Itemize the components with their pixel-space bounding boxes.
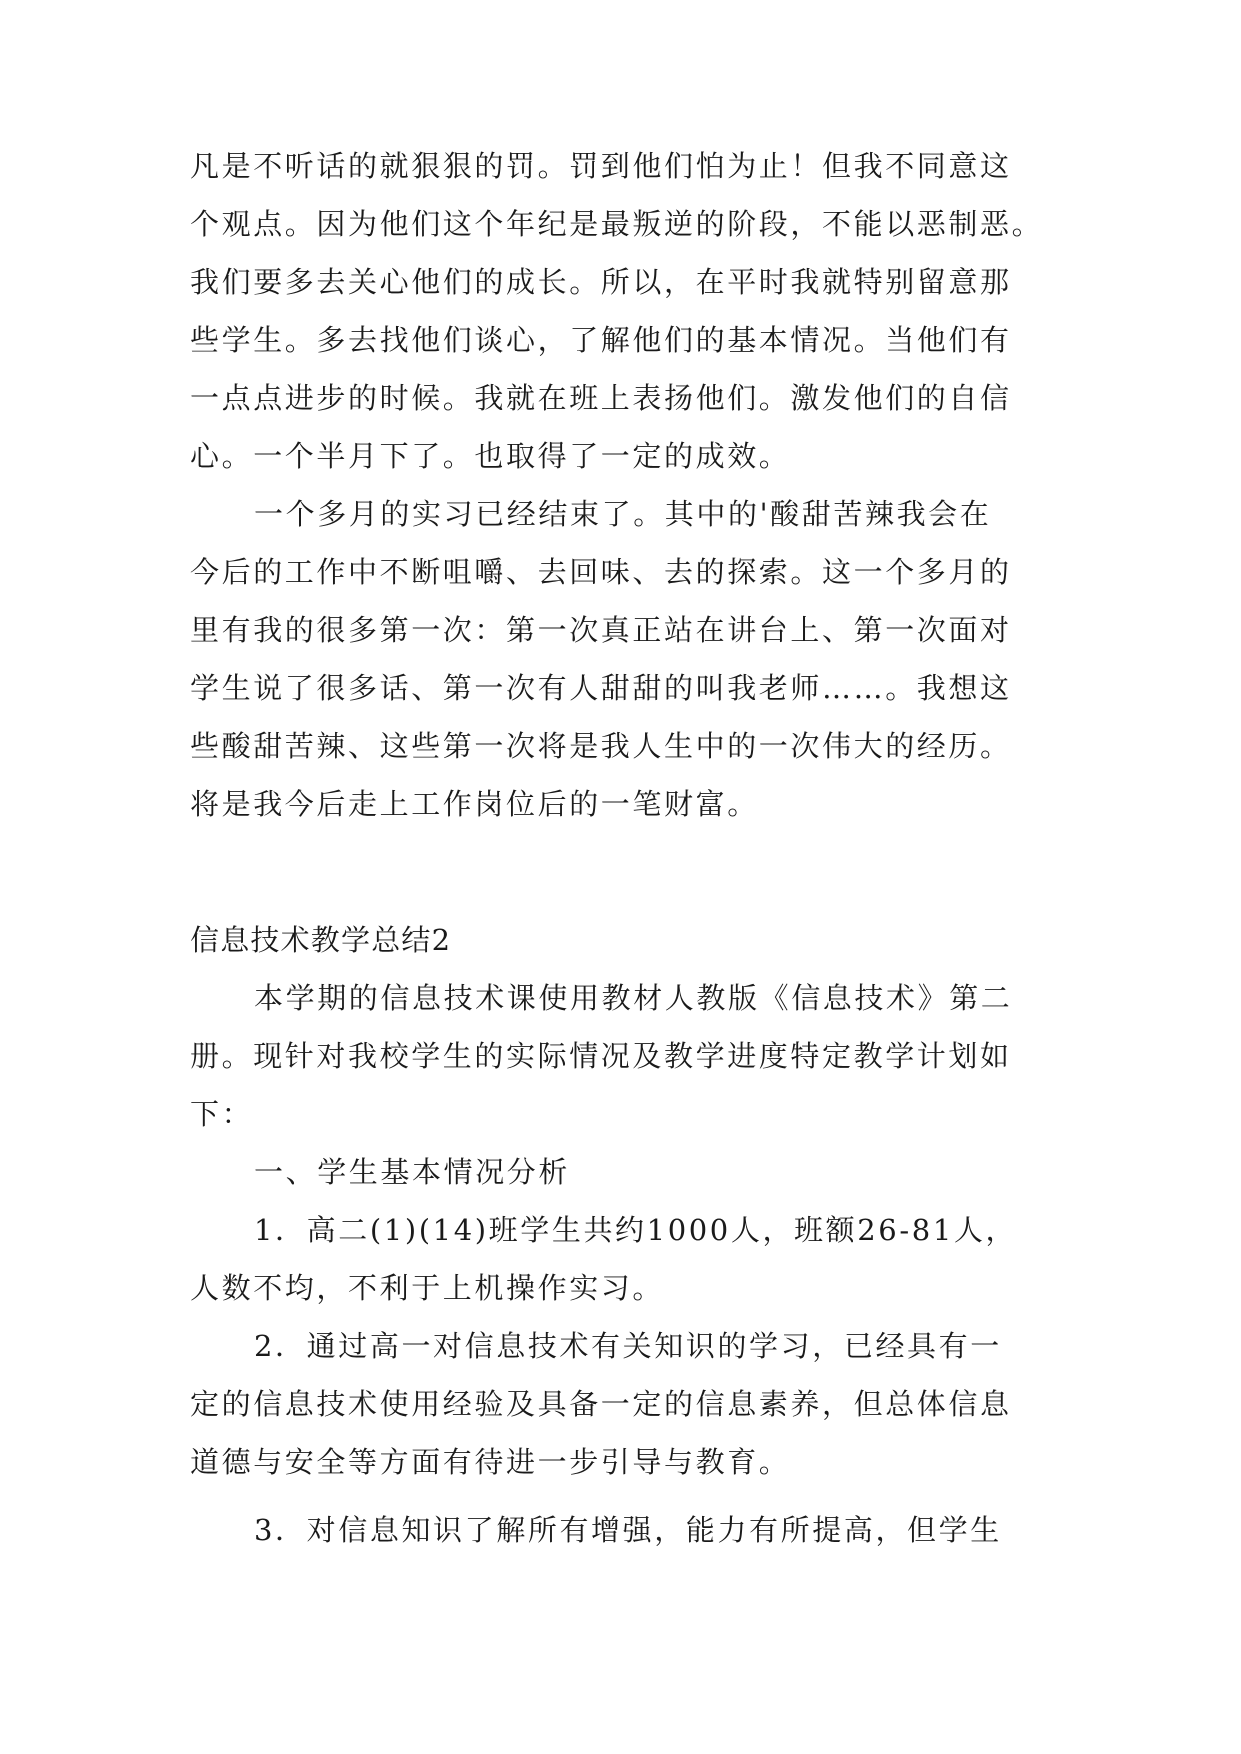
text-line: 些酸甜苦辣、这些第一次将是我人生中的一次伟大的经历。 [190,729,1012,763]
text-line: 定的信息技术使用经验及具备一定的信息素养，但总体信息 [190,1387,1012,1421]
text-line: 下： [190,1097,254,1131]
text-line: 我们要多去关心他们的成长。所以，在平时我就特别留意那 [190,265,1012,299]
text-line: 人数不均，不利于上机操作实习。 [190,1271,665,1305]
text-line: 个观点。因为他们这个年纪是最叛逆的阶段，不能以恶制恶。 [190,207,1044,241]
text-line: 将是我今后走上工作岗位后的一笔财富。 [190,787,759,821]
list-item: 1．高二(1)(14)班学生共约1000人，班额26-81人， [254,1213,1018,1247]
subheading: 一、学生基本情况分析 [254,1155,571,1189]
text-line: 册。现针对我校学生的实际情况及教学进度特定教学计划如 [190,1039,1012,1073]
list-item: 2．通过高一对信息技术有关知识的学习，已经具有一 [254,1329,1002,1363]
text-line: 心。一个半月下了。也取得了一定的成效。 [190,439,791,473]
text-line: 学生说了很多话、第一次有人甜甜的叫我老师……。我想这 [190,671,1012,705]
text-line: 一点点进步的时候。我就在班上表扬他们。激发他们的自信 [190,381,1012,415]
section-title: 信息技术教学总结2 [190,923,452,957]
text-line: 道德与安全等方面有待进一步引导与教育。 [190,1445,791,1479]
text-line: 一个多月的实习已经结束了。其中的'酸甜苦辣我会在 [254,497,992,531]
text-line: 今后的工作中不断咀嚼、去回味、去的探索。这一个多月的 [190,555,1012,589]
list-item: 3．对信息知识了解所有增强，能力有所提高，但学生 [254,1513,1002,1547]
text-line: 些学生。多去找他们谈心，了解他们的基本情况。当他们有 [190,323,1012,357]
text-line: 里有我的很多第一次：第一次真正站在讲台上、第一次面对 [190,613,1012,647]
text-line: 本学期的信息技术课使用教材人教版《信息技术》第二 [254,981,1013,1015]
text-line: 凡是不听话的就狠狠的罚。罚到他们怕为止！但我不同意这 [190,149,1012,183]
